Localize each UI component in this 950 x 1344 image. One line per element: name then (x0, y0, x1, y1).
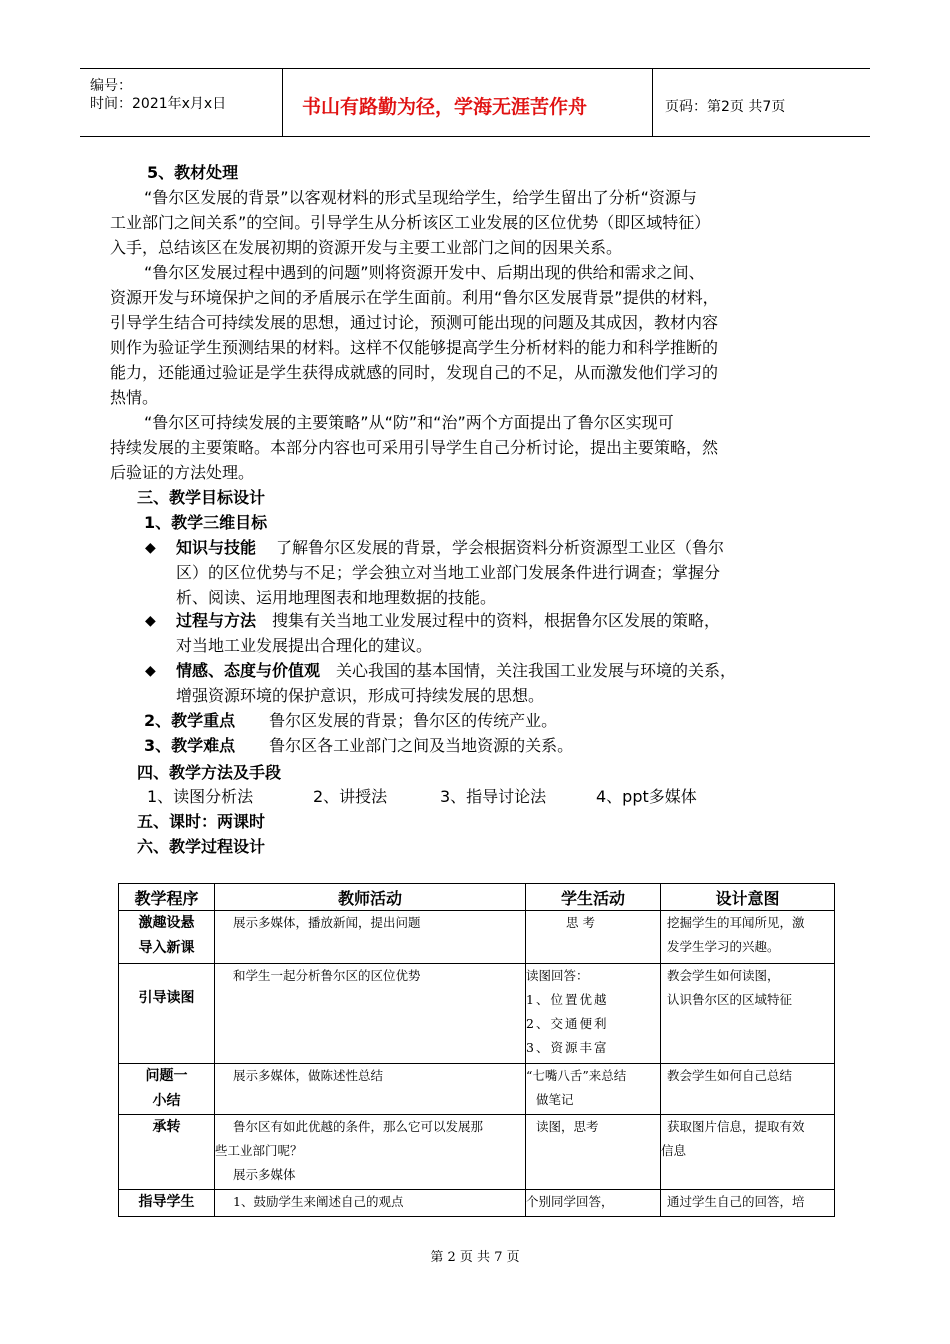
cell-text: 信息 (661, 1143, 687, 1158)
stage-cell (119, 1064, 215, 1115)
stage-text: 问题一 (145, 1068, 188, 1084)
stage-text: 小结 (152, 1093, 181, 1109)
goal-label: 知识与技能 (176, 538, 257, 557)
cell-text: 做笔记 (536, 1092, 574, 1107)
goal-text-line: 析、阅读、运用地理图表和地理数据的技能。 (176, 588, 497, 607)
stage-text: 激趣设悬 (138, 915, 195, 931)
section-heading-process: 六、教学过程设计 (137, 837, 266, 856)
stage-text: 导入新课 (138, 940, 195, 956)
paragraph-line: 热情。 (110, 388, 159, 407)
table-row (119, 1064, 835, 1115)
student-cell (526, 1190, 661, 1217)
key-point-line (144, 711, 557, 731)
teacher-cell (215, 911, 526, 964)
stage-text: 引导读图 (138, 990, 195, 1006)
cell-text: 教会学生如何读图， (667, 968, 780, 983)
student-cell (526, 964, 661, 1064)
teacher-cell (215, 1064, 526, 1115)
goal-text-line: 增强资源环境的保护意识，形成可持续发展的思想。 (176, 686, 545, 705)
stage-cell (119, 1115, 215, 1190)
cell-text: 读图，思考 (536, 1119, 599, 1134)
goal-process-line (176, 611, 720, 631)
subheading-three-dimensional-goals: 1、教学三维目标 (144, 513, 268, 532)
diamond-bullet-icon: ◆ (145, 613, 156, 629)
table-header-row (119, 884, 835, 911)
cell-text: 展示多媒体 (233, 1167, 296, 1182)
teacher-cell (215, 1190, 526, 1217)
column-header: 学生活动 (526, 884, 661, 911)
goal-label: 情感、态度与价值观 (176, 661, 321, 680)
cell-text: “七嘴八舌”来总结 (526, 1068, 627, 1083)
goal-text: 了解鲁尔区发展的背景，学会根据资料分析资源型工业区（鲁尔 (276, 538, 725, 557)
page-footer: 第 2 页 共 7 页 (430, 1250, 520, 1265)
header-page-label: 页码：第2页 共7页 (665, 99, 786, 115)
method-item: 4、ppt多媒体 (596, 787, 697, 806)
key-point-label: 2、教学重点 (144, 711, 236, 730)
table-row (119, 911, 835, 964)
goal-text: 搜集有关当地工业发展过程中的资料，根据鲁尔区发展的策略， (272, 611, 721, 630)
diamond-bullet-icon: ◆ (145, 663, 156, 679)
cell-text: 2、交通便利 (526, 1016, 609, 1031)
section-heading-periods: 五、课时：两课时 (137, 812, 266, 831)
intent-cell (661, 1115, 835, 1190)
teacher-cell (215, 964, 526, 1064)
teaching-process-table (118, 883, 835, 1217)
column-header: 教师活动 (215, 884, 526, 911)
stage-cell (119, 911, 215, 964)
paragraph-line: 工业部门之间关系”的空间。引导学生从分析该区工业发展的区位优势（即区域特征） (110, 213, 711, 232)
table-row (119, 1190, 835, 1217)
cell-text: 鲁尔区有如此优越的条件，那么它可以发展那 (233, 1119, 484, 1134)
cell-text: 3、资源丰富 (526, 1040, 609, 1055)
cell-text: 认识鲁尔区的区域特征 (667, 992, 793, 1007)
goal-text: 关心我国的基本国情，关注我国工业发展与环境的关系， (336, 661, 737, 680)
key-point-text: 鲁尔区发展的背景；鲁尔区的传统产业。 (269, 711, 558, 730)
teacher-cell (215, 1115, 526, 1190)
column-header: 教学程序 (119, 884, 215, 911)
intent-cell (661, 911, 835, 964)
stage-text: 指导学生 (138, 1194, 195, 1210)
section-heading-goals: 三、教学目标设计 (137, 488, 266, 507)
intent-cell (661, 1064, 835, 1115)
stage-cell (119, 964, 215, 1064)
paragraph-line: 持续发展的主要策略。本部分内容也可采用引导学生自己分析讨论，提出主要策略，然 (110, 438, 719, 457)
cell-text: 教会学生如何自己总结 (667, 1068, 793, 1083)
paragraph-line: 则作为验证学生预测结果的材料。这样不仅能够提高学生分析材料的能力和科学推断的 (110, 338, 719, 357)
paragraph-line: 能力，还能通过验证是学生获得成就感的同时，发现自己的不足，从而激发他们学习的 (110, 363, 719, 382)
student-cell (526, 1064, 661, 1115)
document-number-label: 编号： (90, 78, 132, 94)
paragraph-line: “鲁尔区发展的背景”以客观材料的形式呈现给学生，给学生留出了分析“资源与 (144, 188, 697, 207)
header-info-cell (80, 69, 283, 136)
method-item: 1、读图分析法 (147, 787, 254, 806)
cell-text: 个别同学回答， (526, 1194, 614, 1209)
stage-cell (119, 1190, 215, 1217)
paragraph-line: “鲁尔区发展过程中遇到的问题”则将资源开发中、后期出现的供给和需求之间、 (144, 263, 705, 282)
method-item: 2、讲授法 (313, 787, 388, 806)
paragraph-line: 后验证的方法处理。 (110, 463, 255, 482)
cell-text: 思 考 (566, 915, 595, 930)
cell-text: 获取图片信息，提取有效 (667, 1119, 805, 1134)
page-header (80, 68, 870, 137)
method-item: 3、指导讨论法 (440, 787, 547, 806)
diamond-bullet-icon: ◆ (145, 540, 156, 556)
column-header: 设计意图 (661, 884, 835, 911)
goal-knowledge-line (176, 538, 724, 558)
goal-label: 过程与方法 (176, 611, 257, 630)
header-motto: 书山有路勤为径，学海无涯苦作舟 (302, 96, 588, 118)
header-motto-cell (282, 69, 653, 136)
stage-text: 承转 (152, 1119, 181, 1135)
paragraph-line: 入手，总结该区在发展初期的资源开发与主要工业部门之间的因果关系。 (110, 238, 623, 257)
goal-text-line: 区）的区位优势与不足；学会独立对当地工业部门发展条件进行调查；掌握分 (176, 563, 721, 582)
section-heading-methods: 四、教学方法及手段 (137, 763, 282, 782)
intent-cell (661, 1190, 835, 1217)
goal-attitude-line (176, 661, 736, 681)
difficulty-text: 鲁尔区各工业部门之间及当地资源的关系。 (269, 736, 574, 755)
cell-text: 展示多媒体，做陈述性总结 (233, 1068, 384, 1083)
cell-text: 和学生一起分析鲁尔区的区位优势 (233, 968, 421, 983)
paragraph-line: 引导学生结合可持续发展的思想，通过讨论，预测可能出现的问题及其成因，教材内容 (110, 313, 719, 332)
student-cell (526, 911, 661, 964)
student-cell (526, 1115, 661, 1190)
intent-cell (661, 964, 835, 1064)
section-heading-material: 5、教材处理 (147, 163, 239, 182)
difficulty-label: 3、教学难点 (144, 736, 236, 755)
table-row (119, 964, 835, 1064)
cell-text: 通过学生自己的回答，培 (667, 1194, 805, 1209)
cell-text: 发学生学习的兴趣。 (667, 939, 780, 954)
goal-text-line: 对当地工业发展提出合理化的建议。 (176, 636, 433, 655)
difficulty-line (144, 736, 573, 756)
document-time-label: 时间：2021年x月x日 (90, 96, 227, 112)
cell-text: 1、鼓励学生来阐述自己的观点 (233, 1194, 404, 1209)
cell-text: 1、位置优越 (526, 992, 609, 1007)
cell-text: 读图回答： (526, 968, 589, 983)
cell-text: 展示多媒体，播放新闻，提出问题 (233, 915, 421, 930)
table-row (119, 1115, 835, 1190)
paragraph-line: “鲁尔区可持续发展的主要策略”从“防”和“治”两个方面提出了鲁尔区实现可 (144, 413, 674, 432)
cell-text: 些工业部门呢？ (215, 1143, 303, 1158)
paragraph-line: 资源开发与环境保护之间的矛盾展示在学生面前。利用“鲁尔区发展背景”提供的材料， (110, 288, 719, 307)
cell-text: 挖掘学生的耳闻所见，激 (667, 915, 805, 930)
